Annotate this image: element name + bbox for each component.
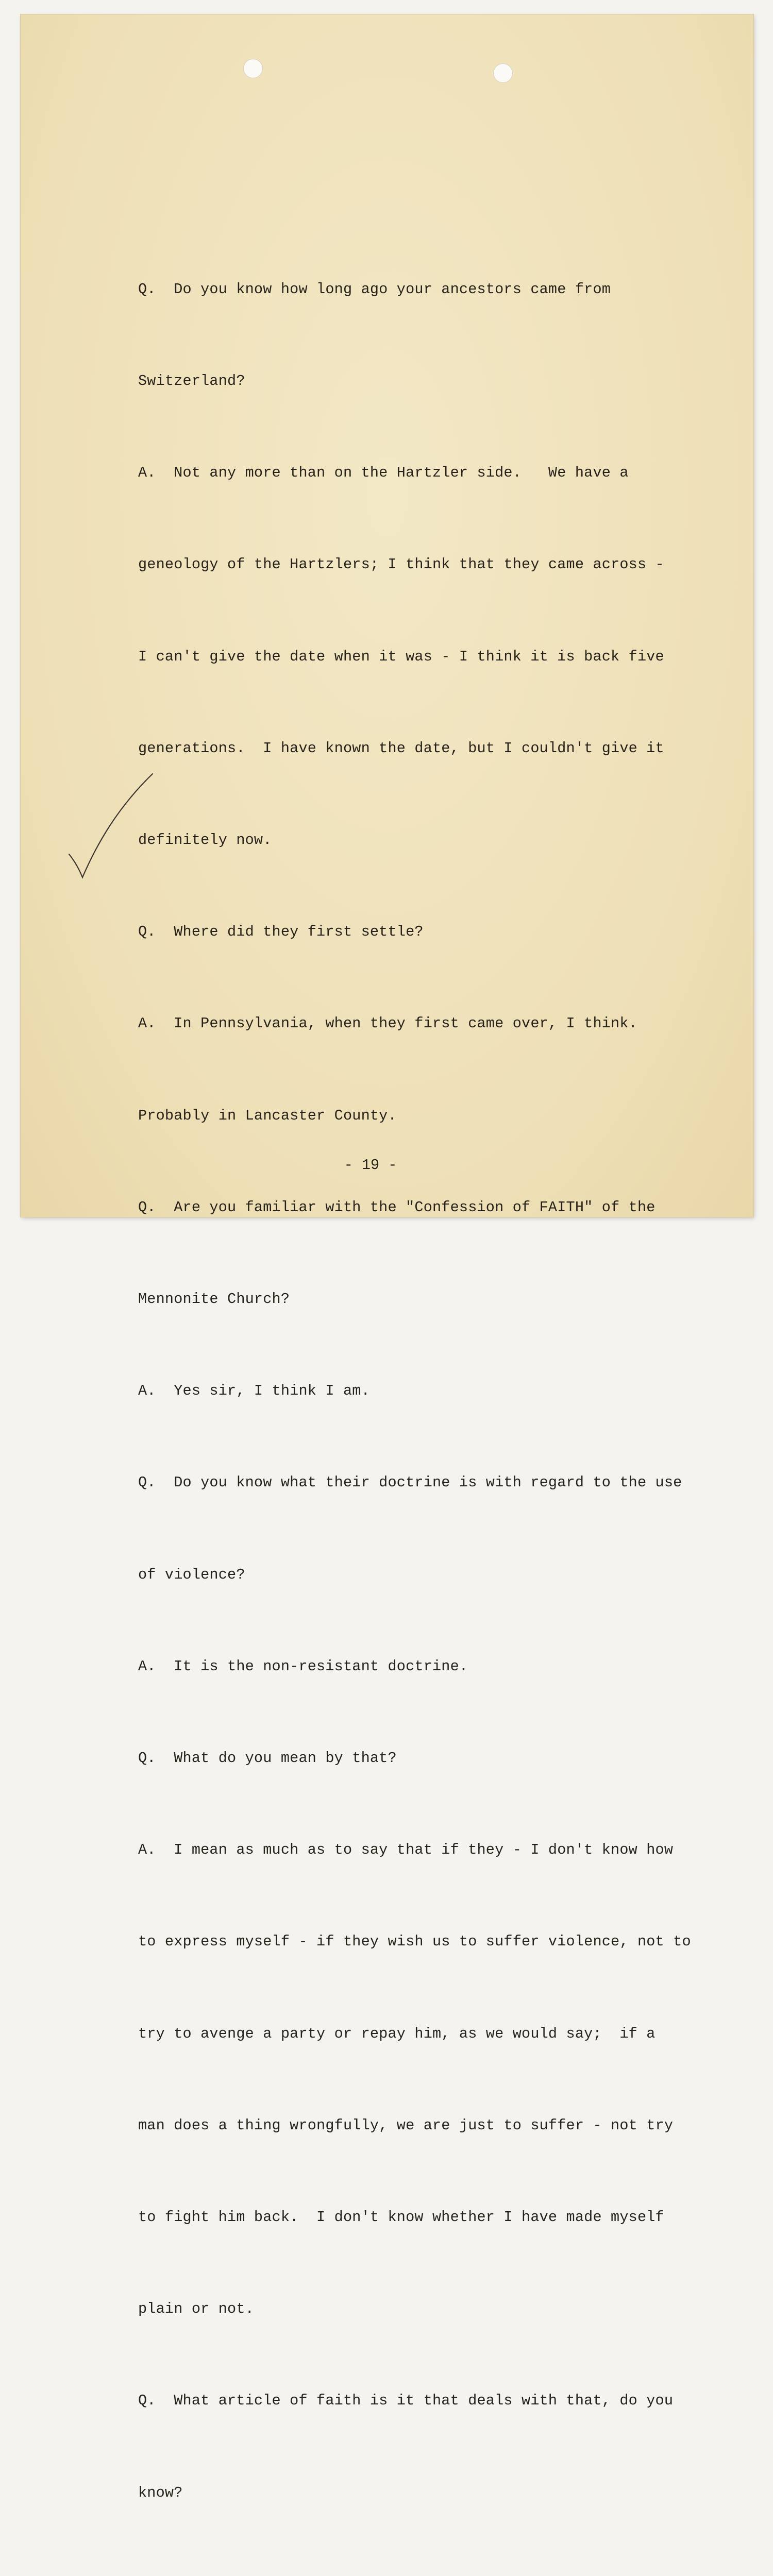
- transcript-line: generations. I have known the date, but I couldn't give it: [138, 739, 664, 757]
- transcript-line: [138, 2569, 726, 2576]
- transcript-line: A. In Pennsylvania, when they first came over, I think.: [138, 1015, 637, 1032]
- transcript-line: Q. What do you mean by that?: [138, 1750, 397, 1767]
- transcript-line: Q. Where did they first settle?: [138, 923, 424, 941]
- transcript-line: to fight him back. I don't know whether I have made myself: [138, 2209, 664, 2226]
- transcript-line: Probably in Lancaster County.: [138, 1107, 397, 1124]
- transcript-line: plain or not.: [138, 2300, 254, 2318]
- transcript-line: geneology of the Hartzlers; I think that they came across -: [138, 556, 664, 573]
- transcript-line: to express myself - if they wish us to suffer violence, not to: [138, 1933, 691, 1951]
- transcript-line: Q. Do you know what their doctrine is with regard to the use: [138, 1474, 682, 1492]
- transcript-line: A. Yes sir, I think I am.: [138, 1382, 370, 1400]
- transcript-line: definitely now.: [138, 832, 272, 849]
- transcript-line: A. It is the non-resistant doctrine.: [138, 1657, 468, 1675]
- typed-page: [21, 14, 753, 2501]
- transcript-line: Q. Are you familiar with the "Confession of FAITH" of the: [138, 1198, 656, 1216]
- punch-hole: [493, 63, 513, 83]
- punch-hole: [243, 59, 263, 78]
- transcript-line: A. I mean as much as to say that if they - I don't know how: [138, 1841, 674, 1859]
- transcript-line: A. Not any more than on the Hartzler side. We have a: [138, 464, 629, 482]
- transcript-line: Mennonite Church?: [138, 1291, 290, 1308]
- transcript-line: I can't give the date when it was - I think it is back five: [138, 648, 664, 665]
- transcript-line: of violence?: [138, 1566, 245, 1583]
- transcript-body: [138, 213, 726, 2576]
- transcript-line: try to avenge a party or repay him, as we would say; if a: [138, 2025, 656, 2042]
- transcript-line: man does a thing wrongfully, we are just to suffer - not try: [138, 2116, 674, 2134]
- page-number: - 19 -: [344, 1157, 397, 1174]
- transcript-line: Q. Do you know how long ago your ancestors came from: [138, 280, 611, 298]
- transcript-line: Q. What article of faith is it that deals with that, do you: [138, 2392, 674, 2410]
- transcript-line: know?: [138, 2484, 183, 2501]
- transcript-line: Switzerland?: [138, 372, 245, 390]
